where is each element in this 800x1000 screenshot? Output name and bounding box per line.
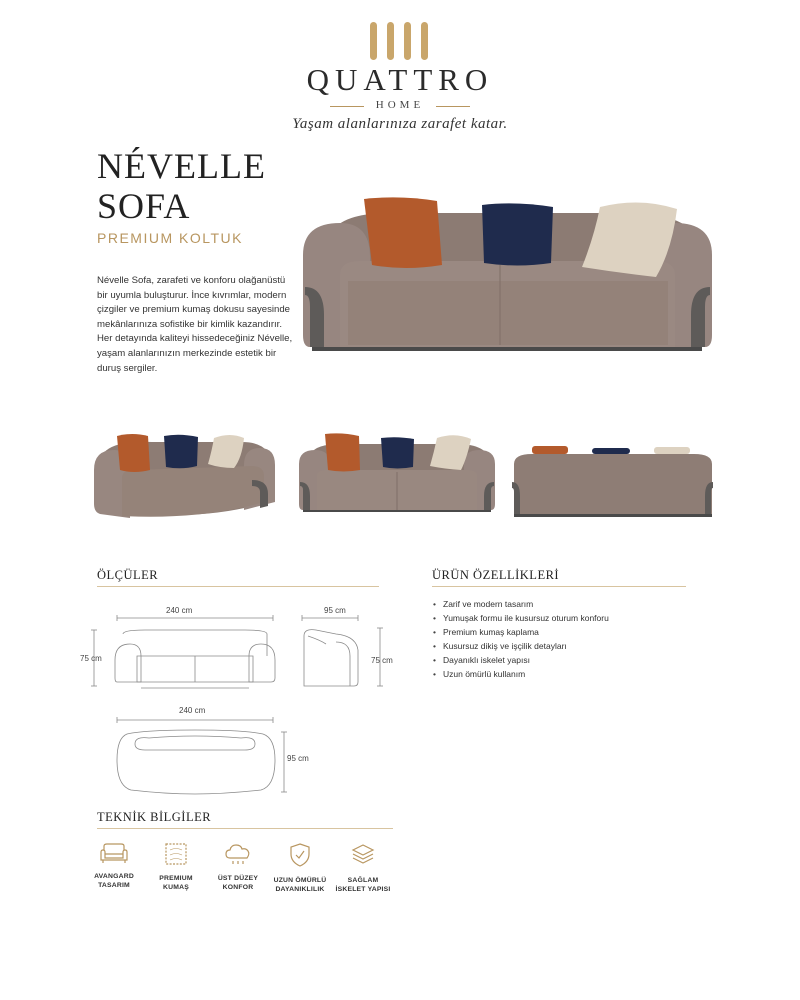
tech-item-frame (328, 842, 398, 894)
product-title-line2: SOFA (97, 186, 191, 226)
top-view-diagram (105, 710, 300, 800)
top-depth-label: 95 cm (287, 754, 309, 763)
tech-item-fabric (141, 842, 211, 892)
fabric-icon (163, 842, 189, 866)
tech-label-line1: SAĞLAM (347, 877, 379, 884)
feature-item: • Uzun ömürlü kullanım (443, 668, 703, 682)
brand-name: QUATTRO (306, 62, 494, 97)
tech-item-durability (265, 842, 335, 894)
tech-label-line1: UZUN ÖMÜRLÜ (273, 877, 327, 884)
product-subtitle: PREMIUM KOLTUK (97, 230, 243, 246)
tech-label-line2: KUMAŞ (163, 884, 189, 891)
feature-item: • Yumuşak formu ile kusursuz oturum konforu (443, 612, 703, 626)
sofa-angle-photo (92, 430, 277, 525)
dimensions-title: ÖLÇÜLER (97, 568, 159, 582)
tech-label-line2: TASARIM (98, 882, 130, 889)
feature-item: • Kusursuz dikiş ve işçilik detayları (443, 640, 703, 654)
cloud-comfort-icon (224, 842, 252, 866)
technical-title: TEKNİK BİLGİLER (97, 810, 212, 824)
tech-label-line2: DAYANIKLILIK (275, 886, 325, 893)
brand-sub-row (330, 99, 470, 113)
product-title-line1: NÉVELLE (97, 146, 266, 186)
front-height-label: 75 cm (80, 654, 102, 663)
tech-item-comfort (203, 842, 273, 892)
divider (97, 586, 379, 587)
brand-tagline: Yaşam alanlarınıza zarafet katar. (292, 116, 508, 132)
side-height-label: 75 cm (371, 656, 393, 665)
feature-item: • Dayanıklı iskelet yapısı (443, 654, 703, 668)
top-width-label: 240 cm (179, 706, 206, 715)
tech-label-line2: İSKELET YAPISI (335, 886, 391, 893)
sofa-front-photo (297, 432, 497, 517)
features-list (433, 598, 703, 681)
tech-label-line2: KONFOR (222, 884, 254, 891)
front-width-label: 240 cm (166, 606, 193, 615)
feature-item: • Premium kumaş kaplama (443, 626, 703, 640)
side-depth-label: 95 cm (324, 606, 346, 615)
tech-label-line1: PREMIUM (159, 875, 193, 882)
features-title: ÜRÜN ÖZELLİKLERİ (432, 568, 560, 582)
tech-label-line1: AVANGARD (94, 873, 134, 880)
sofa-back-photo (510, 442, 715, 520)
tech-item-design (79, 842, 149, 890)
brand-logo-icon (369, 20, 431, 60)
divider (432, 586, 686, 587)
sofa-main-photo (300, 195, 715, 365)
brand-sub: HOME (375, 99, 425, 111)
sofa-icon (99, 842, 129, 864)
product-description: Névelle Sofa, zarafeti ve konforu olağanüstü bir uyumla buluşturur. İnce kıvrımlar, modern çizgiler ve premium kumaş dokusu sayesinde mekânlarınıza sofistike bir kimlik kazandırır. Her detayında kaliteyi hissedeceğiniz Névelle, yaşam alanlarınızın merkezinde estetik bir duruş sergiler. (97, 275, 293, 374)
feature-item: • Zarif ve modern tasarım (443, 598, 703, 612)
divider (97, 828, 393, 829)
layers-icon (350, 842, 376, 868)
tech-label-line1: ÜST DÜZEY (217, 875, 259, 882)
divider (436, 106, 470, 107)
shield-check-icon (288, 842, 312, 868)
